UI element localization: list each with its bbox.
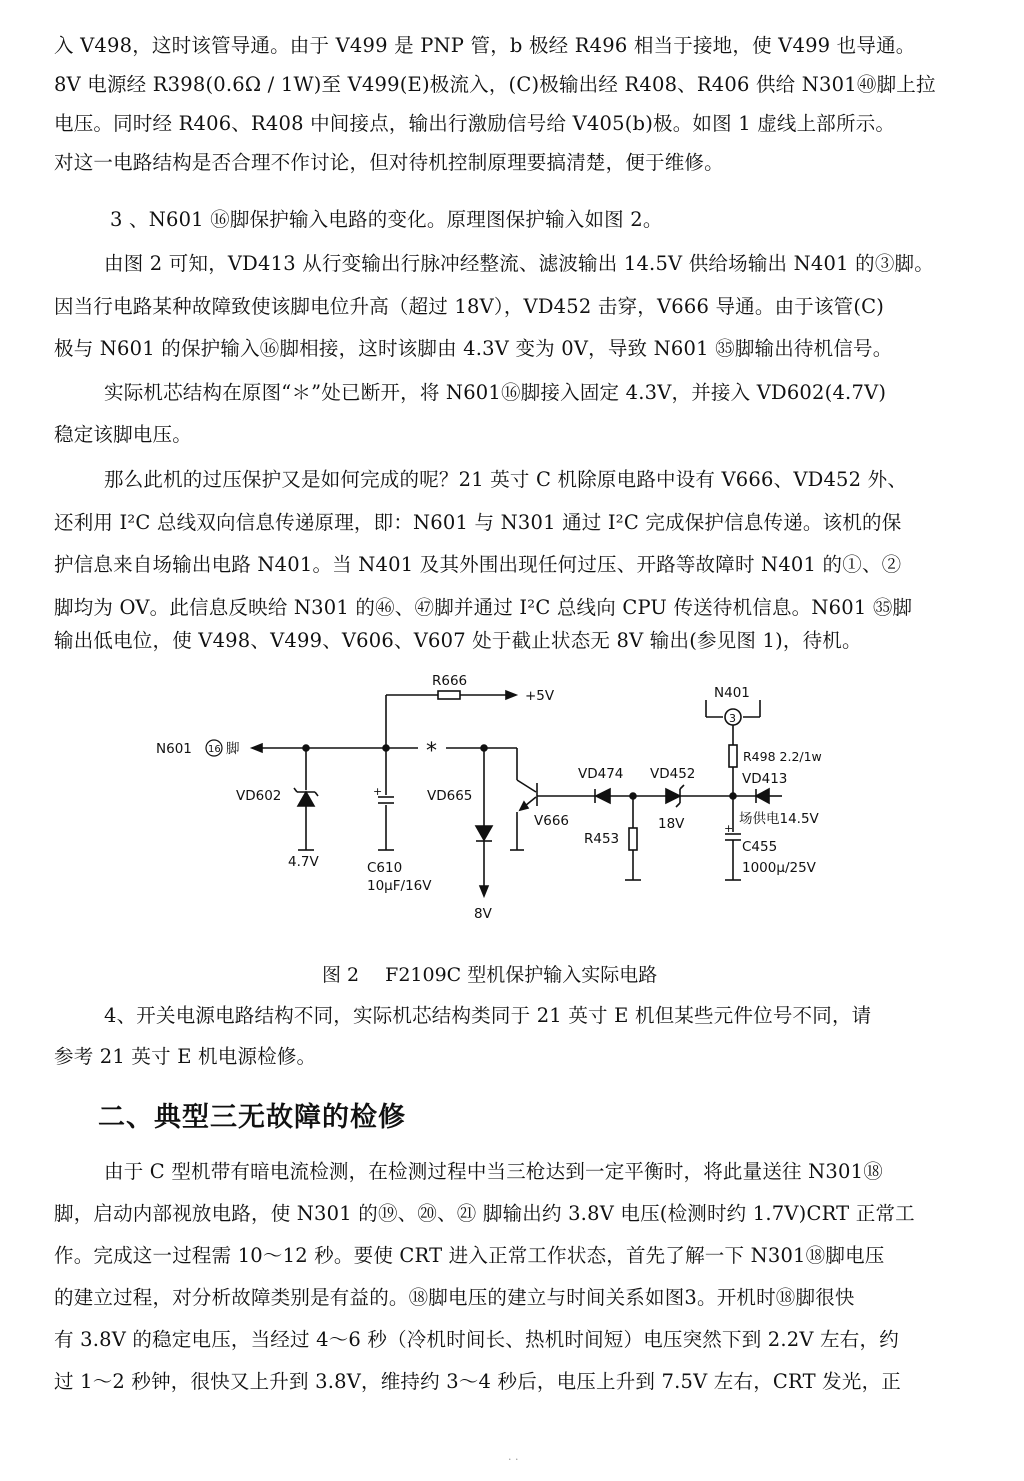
resistor-r498 [729,745,737,767]
text-line: 实际机芯结构在原图“＊”处已断开，将 N601⑯脚接入固定 4.3V，并接入 VD602(4.7V) [104,381,887,404]
text-line: 对这一电路结构是否合理不作讨论，但对待机控制原理要搞清楚，便于维修。 [54,151,724,174]
arrow-down-icon [480,886,488,896]
text-line: 4、开关电源电路结构不同，实际机芯结构类同于 21 英寸 E 机但某些元件位号不同，请 [104,1004,872,1027]
label-r498: R498 2.2/1w [743,749,822,764]
label-r453: R453 [584,831,620,847]
text-line: 因当行电路某种故障致使该脚电位升高（超过 18V），VD452 击穿，V666 导通。由于该管(C) [54,295,885,318]
label-vd665: VD665 [427,788,473,804]
text-line: 输出低电位，使 V498、V499、V606、V607 处于截止状态无 8V 输出(参见图 1)，待机。 [54,629,862,652]
diode-vd413 [756,789,769,803]
zener-vd452 [666,789,680,803]
label-v666: V666 [534,813,570,829]
diode-vd474 [596,789,610,803]
text-line: 入 V498，这时该管导通。由于 V499 是 PNP 管，b 极经 R496 相当于接地，使 V499 也导通。 [54,34,916,57]
label-star: * [426,739,437,764]
label-n401: N401 [714,685,750,701]
resistor-r666 [438,691,460,699]
figure-caption [322,960,657,987]
svg-text:+: + [373,785,383,798]
label-n601: N601 [156,741,192,757]
text-line: 那么此机的过压保护又是如何完成的呢？21 英寸 C 机除原电路中设有 V666、VD452 外、 [104,468,908,491]
text-line: 有 3.8V 的稳定电压，当经过 4～6 秒（冷机时间长、热机时间短）电压突然下到 2.2V 左右，约 [54,1328,899,1351]
section-heading: 二、典型三无故障的检修 [98,1102,406,1133]
label-8v: 8V [474,906,492,922]
label-vd602-voltage: 4.7V [288,854,319,870]
label-n601-pin: 16 [208,744,221,755]
label-field-supply: 场供电14.5V [739,811,819,827]
text-line: 作。完成这一过程需 10～12 秒。要使 CRT 进入正常工作状态，首先了解一下 N301⑱脚电压 [54,1244,885,1267]
figure-title: F2109C 型机保护输入实际电路 [385,964,658,986]
zener-vd602 [298,792,314,806]
text-line: 还利用 I²C 总线双向信息传递原理，即：N601 与 N301 通过 I²C 完成保护信息传递。该机的保 [54,511,902,534]
label-vd452: VD452 [650,766,696,782]
svg-text:+: + [724,822,734,835]
label-vd602: VD602 [236,788,282,804]
text-line: 过 1～2 秒钟，很快又上升到 3.8V，维持约 3～4 秒后，电压上升到 7.5V 左右，CRT 发光，正 [54,1370,901,1393]
page-mark: · · [508,1453,519,1466]
label-n601-suffix: 脚 [226,741,240,757]
text-line: 参考 21 英寸 E 机电源检修。 [54,1045,317,1068]
label-c610-value: 10μF/16V [367,878,432,894]
text-line: 稳定该脚电压。 [54,423,192,446]
text-line: 的建立过程，对分析故障类别是有益的。⑱脚电压的建立与时间关系如图3。开机时⑱脚很快 [54,1286,855,1309]
label-vd413: VD413 [742,771,788,787]
text-line: 由图 2 可知，VD413 从行变输出行脉冲经整流、滤波输出 14.5V 供给场输出 N401 的③脚。 [104,252,934,275]
arrow-left-icon [252,744,262,752]
text-line: 脚均为 OV。此信息反映给 N301 的㊻、㊼脚并通过 I²C 总线向 CPU 传送待机信息。N601 ㉟脚 [54,596,913,619]
label-c455: C455 [742,839,778,855]
diode-vd665 [476,826,492,840]
label-vd452-voltage: 18V [658,816,685,832]
text-line: 护信息来自场输出电路 N401。当 N401 及其外围出现任何过压、开路等故障时 N401 的①、② [54,553,902,576]
label-c610: C610 [367,860,403,876]
text-line: 极与 N601 的保护输入⑯脚相接，这时该脚由 4.3V 变为 0V，导致 N601 ㉟脚输出待机信号。 [54,337,893,360]
figure-number: 图 2 [322,964,360,986]
text-line: 脚，启动内部视放电路，使 N301 的⑲、⑳、㉑ 脚输出约 3.8V 电压(检测时约 1.7V)CRT 正常工 [54,1202,915,1225]
resistor-r453 [629,828,637,850]
label-vd474: VD474 [578,766,624,782]
circuit-diagram [0,660,1024,950]
label-plus5v: +5V [525,688,555,704]
text-line: 8V 电源经 R398(0.6Ω / 1W)至 V499(E)极流入，(C)极输出经 R408、R406 供给 N301㊵脚上拉 [54,73,936,96]
text-line: 电压。同时经 R406、R408 中间接点，输出行激励信号给 V405(b)极。如图 1 虚线上部所示。 [54,112,896,135]
arrow-right-icon [506,691,516,699]
label-n401-pin: 3 [729,712,736,725]
label-c455-value: 1000μ/25V [742,860,816,876]
section-item-3: 3 、N601 ⑯脚保护输入电路的变化。原理图保护输入如图 2。 [110,208,663,231]
label-r666: R666 [432,673,468,689]
text-line: 由于 C 型机带有暗电流检测，在检测过程中当三枪达到一定平衡时，将此量送往 N301⑱ [104,1160,883,1183]
